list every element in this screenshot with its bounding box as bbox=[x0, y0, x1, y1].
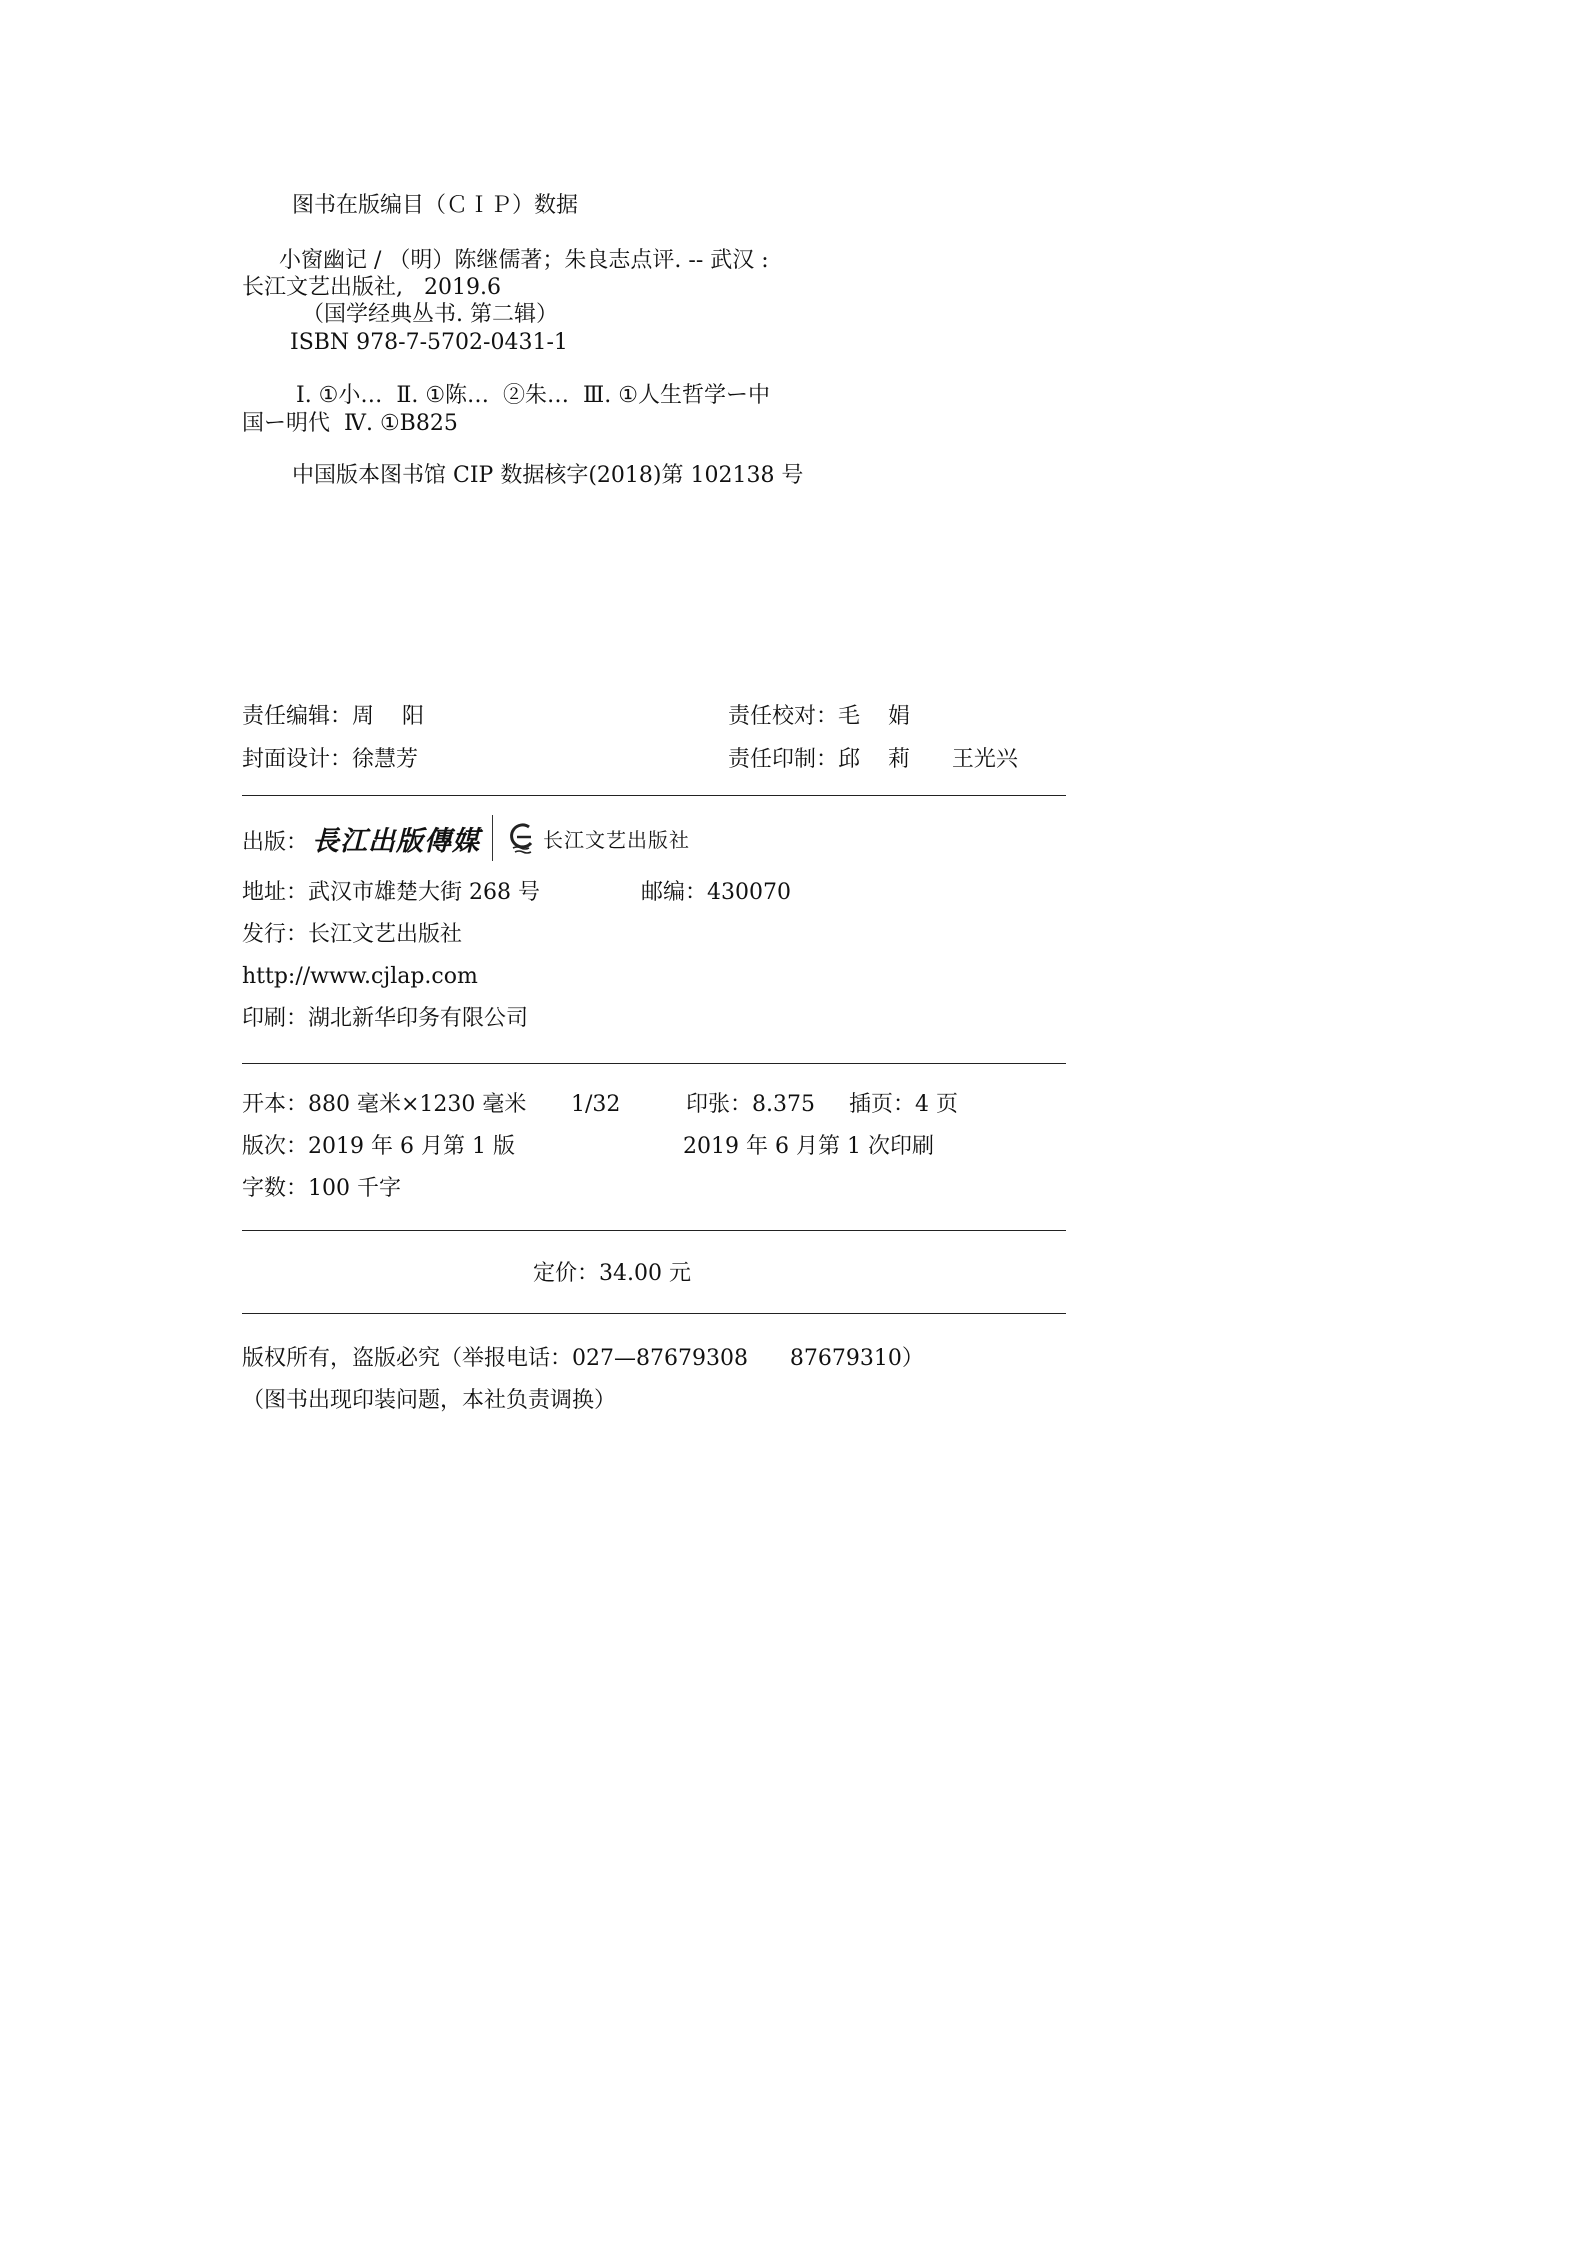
publisher-emblem-icon bbox=[507, 821, 537, 855]
credit-printing-supervisors: 责任印制：邱 莉 王光兴 bbox=[728, 747, 1018, 772]
publisher-label: 出版： bbox=[242, 830, 309, 855]
spec-fold: 1/32 bbox=[571, 1092, 621, 1117]
logo-divider bbox=[492, 815, 493, 861]
publisher-postcode: 邮编：430070 bbox=[641, 880, 791, 905]
spec-word-count: 字数：100 千字 bbox=[242, 1176, 401, 1201]
price: 定价：34.00 元 bbox=[533, 1261, 691, 1286]
publisher-logo-text: 长江文艺出版社 bbox=[543, 827, 690, 852]
credit-proofreader: 责任校对：毛 娟 bbox=[728, 704, 910, 729]
cip-heading: 图书在版编目（ＣＩＰ）数据 bbox=[292, 193, 579, 218]
cip-classification-line1: Ⅰ. ①小… Ⅱ. ①陈… ②朱… Ⅲ. ①人生哲学ー中 bbox=[296, 383, 770, 408]
spec-printing: 2019 年 6 月第 1 次印刷 bbox=[683, 1134, 934, 1159]
credit-editor: 责任编辑：周 阳 bbox=[242, 704, 424, 729]
credit-cover-design: 封面设计：徐慧芳 bbox=[242, 747, 419, 772]
cip-record-number: 中国版本图书馆 CIP 数据核字(2018)第 102138 号 bbox=[292, 463, 804, 488]
spec-format: 开本：880 毫米×1230 毫米 bbox=[242, 1092, 527, 1117]
cip-classification-line2: 国ー明代 Ⅳ. ①B825 bbox=[242, 411, 458, 436]
publisher-distributor: 发行：长江文艺出版社 bbox=[242, 922, 463, 947]
spec-plates: 插页：4 页 bbox=[849, 1092, 958, 1117]
divider-rule bbox=[242, 795, 1066, 796]
divider-rule bbox=[242, 1230, 1066, 1231]
copyright-notice: 版权所有，盗版必究（举报电话：027—87679308 87679310） bbox=[242, 1346, 924, 1371]
publisher-logo-calligraphy: 長江出版傳媒 bbox=[312, 825, 480, 857]
cip-line-publisher: 长江文艺出版社, 2019.6 bbox=[242, 275, 501, 300]
divider-rule bbox=[242, 1063, 1066, 1064]
publisher-address: 地址：武汉市雄楚大街 268 号 bbox=[242, 880, 540, 905]
publisher-website: http://www.cjlap.com bbox=[242, 964, 478, 989]
cip-line-series: （国学经典丛书. 第二辑） bbox=[302, 302, 558, 327]
divider-rule bbox=[242, 1313, 1066, 1314]
publisher-logo bbox=[312, 814, 690, 862]
publisher-printer: 印刷：湖北新华印务有限公司 bbox=[242, 1006, 529, 1031]
copyright-replacement-note: （图书出现印装问题，本社负责调换） bbox=[242, 1388, 617, 1413]
spec-sheets: 印张：8.375 bbox=[686, 1092, 815, 1117]
cip-line-title: 小窗幽记 / （明）陈继儒著；朱良志点评. -- 武汉 : bbox=[279, 248, 769, 273]
spec-edition: 版次：2019 年 6 月第 1 版 bbox=[242, 1134, 515, 1159]
cip-isbn: ISBN 978-7-5702-0431-1 bbox=[290, 330, 568, 355]
